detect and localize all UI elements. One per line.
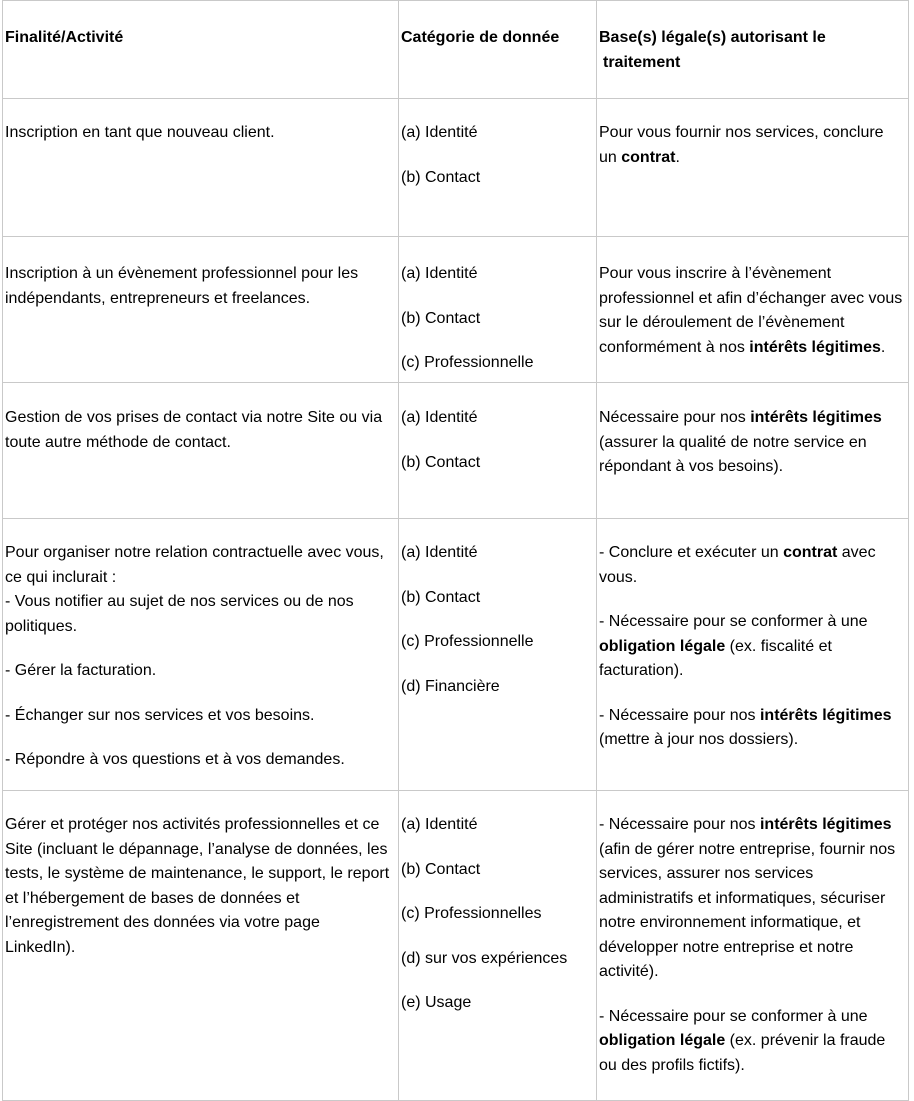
purpose-cell: Gestion de vos prises de contact via notre Site ou via toute autre méthode de contact. [3, 383, 399, 519]
list-item: - Gérer la facturation. [5, 662, 157, 679]
list-item: - Nécessaire pour nos intérêts légitimes (mettre à jour nos dossiers). [599, 706, 892, 748]
list-item: - Conclure et exécuter un contrat avec vous. [599, 544, 876, 586]
table-row [3, 383, 909, 519]
table-row [3, 791, 909, 1101]
legal-basis-cell: Pour vous fournir nos services, conclure un contrat. [597, 99, 909, 237]
list-item: - Nécessaire pour nos intérêts légitimes (afin de gérer notre entreprise, fournir nos services, assurer nos services administratifs et informatiques, sécuriser notre environnement informatique, et développer notre entreprise et notre activité). [599, 816, 896, 980]
purpose-intro: Pour organiser notre relation contractuelle avec vous, ce qui inclurait : [5, 544, 384, 586]
header-category: Catégorie de donnée [399, 1, 597, 99]
list-item: - Nécessaire pour se conformer à une obligation légale (ex. prévenir la fraude ou des profils fictifs). [599, 1007, 886, 1074]
header-legal-basis [597, 1, 909, 99]
list-item: - Échanger sur nos services et vos besoins. [5, 706, 315, 724]
purpose-cell: Inscription en tant que nouveau client. [3, 99, 399, 237]
category-cell: (a) Identité (b) Contact (c) Professionnelle (d) Financière [399, 519, 597, 791]
legal-basis-cell [597, 791, 909, 1101]
purpose-cell [3, 519, 399, 791]
header-purpose: Finalité/Activité [3, 1, 399, 99]
data-processing-table [2, 0, 909, 1101]
category-cell: (a) Identité (b) Contact [399, 383, 597, 519]
category-cell: (a) Identité (b) Contact (c) Professionnelles (d) sur vos expériences (e) Usage [399, 791, 597, 1101]
list-item: - Répondre à vos questions et à vos demandes. [5, 751, 345, 768]
legal-basis-cell: Nécessaire pour nos intérêts légitimes (assurer la qualité de notre service en répondant à vos besoins). [597, 383, 909, 519]
purpose-cell: Gérer et protéger nos activités professionnelles et ce Site (incluant le dépannage, l’analyse de données, les tests, le système de maintenance, le support, le report et l’hébergement de bases de données et l’enregistrement des données via votre page LinkedIn). [3, 791, 399, 1101]
table-header-row [3, 1, 909, 99]
table-row [3, 519, 909, 791]
legal-basis-cell [597, 519, 909, 791]
table-row [3, 237, 909, 383]
category-cell: (a) Identité (b) Contact [399, 99, 597, 237]
legal-basis-cell: Pour vous inscrire à l’évènement professionnel et afin d’échanger avec vous sur le déroulement de l’évènement conformément à nos intérêts légitimes. [597, 237, 909, 383]
purpose-cell: Inscription à un évènement professionnel pour les indépendants, entrepreneurs et freelances. [3, 237, 399, 383]
list-item: - Vous notifier au sujet de nos services ou de nos politiques. [5, 593, 354, 635]
header-legal-basis-line2: traitement [603, 54, 681, 71]
header-legal-basis-line1: Base(s) légale(s) autorisant le [599, 29, 826, 46]
category-cell: (a) Identité (b) Contact (c) Professionnelle [399, 237, 597, 383]
table-row [3, 99, 909, 237]
list-item: - Nécessaire pour se conformer à une obligation légale (ex. fiscalité et facturation). [599, 613, 868, 679]
